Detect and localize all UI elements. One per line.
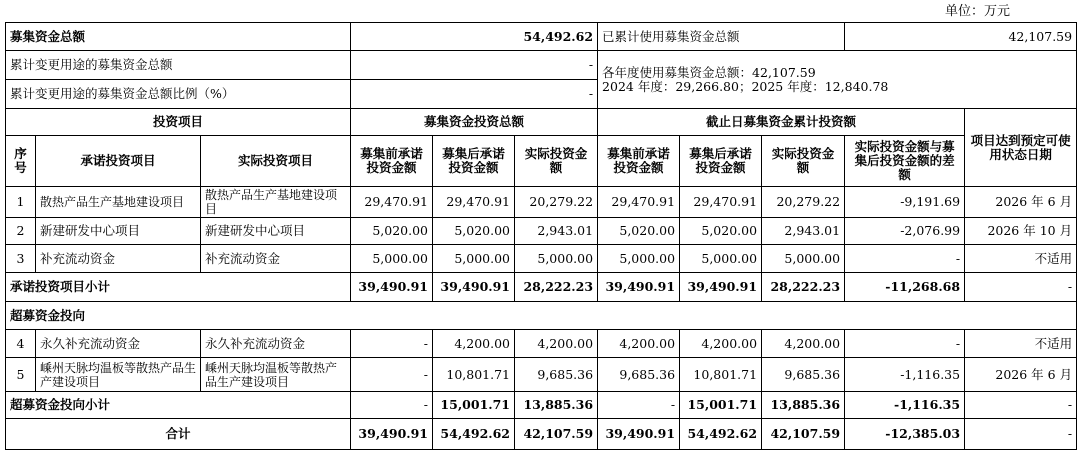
row-actual-project: 嵊州天脉均温板等散热产品生产建设项目 [201,358,351,392]
row-v5: 10,801.71 [680,358,762,392]
total-raised-value: 54,492.62 [351,23,598,51]
subtotal-v1: 39,490.91 [351,273,433,302]
over-subtotal-v2: 15,001.71 [433,392,515,419]
row-v6: 2,943.01 [762,218,845,245]
total-v4: 39,490.91 [598,419,680,450]
committed-subtotal-row [6,273,1077,302]
header-post-committed-2: 募集后承诺投资金额 [680,136,762,187]
annual-usage-line-2: 2024 年度：29,266.80；2025 年度：12,840.78 [602,78,889,94]
header-actual-project: 实际投资项目 [201,136,351,187]
cumulative-used-value: 42,107.59 [845,23,1077,51]
header-pre-committed: 募集前承诺投资金额 [351,136,433,187]
row-v5: 29,470.91 [680,187,762,218]
row-actual-project: 新建研发中心项目 [201,218,351,245]
over-subtotal-v3: 13,885.36 [515,392,598,419]
header-pre-committed-2: 募集前承诺投资金额 [598,136,680,187]
summary-row-1 [6,23,1077,51]
header-post-committed: 募集后承诺投资金额 [433,136,515,187]
total-diff: -12,385.03 [845,419,965,450]
row-v1: 29,470.91 [351,187,433,218]
table-row [6,245,1077,273]
unit-label: 单位：万元 [944,4,1010,19]
row-actual-project: 散热产品生产基地建设项目 [201,187,351,218]
total-v5: 54,492.62 [680,419,762,450]
row-v3: 5,000.00 [515,245,598,273]
header-row-1 [6,109,1077,136]
row-committed-project: 散热产品生产基地建设项目 [36,187,201,218]
row-v3: 4,200.00 [515,330,598,358]
row-v4: 4,200.00 [598,330,680,358]
table-row [6,218,1077,245]
row-v2: 29,470.91 [433,187,515,218]
row-date: 2026 年 10 月 [965,218,1077,245]
header-ready-date: 项目达到预定可使用状态日期 [965,109,1077,187]
header-investment-project: 投资项目 [6,109,351,136]
over-subtotal-diff: -1,116.35 [845,392,965,419]
subtotal-diff: -11,268.68 [845,273,965,302]
row-v2: 5,020.00 [433,218,515,245]
total-row [6,419,1077,450]
row-v2: 4,200.00 [433,330,515,358]
row-diff: -9,191.69 [845,187,965,218]
changed-ratio-value: - [351,80,598,109]
total-v6: 42,107.59 [762,419,845,450]
row-v4: 5,020.00 [598,218,680,245]
cumulative-used-label: 已累计使用募集资金总额 [598,23,845,51]
annual-usage-cell [598,51,1077,109]
row-v4: 5,000.00 [598,245,680,273]
subtotal-v5: 39,490.91 [680,273,762,302]
row-date: 2026 年 6 月 [965,358,1077,392]
over-subtotal-v6: 13,885.36 [762,392,845,419]
header-row-2 [6,136,1077,187]
row-v1: - [351,358,433,392]
total-v3: 42,107.59 [515,419,598,450]
row-v6: 4,200.00 [762,330,845,358]
header-actual-invest-2: 实际投资金额 [762,136,845,187]
table-row [6,187,1077,218]
row-v2: 5,000.00 [433,245,515,273]
subtotal-v4: 39,490.91 [598,273,680,302]
row-date: 不适用 [965,330,1077,358]
row-committed-project: 新建研发中心项目 [36,218,201,245]
over-subtotal-v1: - [351,392,433,419]
over-subtotal-row [6,392,1077,419]
changed-total-label: 累计变更用途的募集资金总额 [6,51,351,80]
row-v1: - [351,330,433,358]
row-v3: 20,279.22 [515,187,598,218]
total-raised-label: 募集资金总额 [6,23,351,51]
row-committed-project: 补充流动资金 [36,245,201,273]
fund-usage-table [5,22,1077,450]
header-seq: 序号 [6,136,36,187]
row-v1: 5,000.00 [351,245,433,273]
subtotal-v3: 28,222.23 [515,273,598,302]
over-subtotal-date: - [965,392,1077,419]
row-v1: 5,020.00 [351,218,433,245]
row-v4: 29,470.91 [598,187,680,218]
table-row [6,330,1077,358]
row-committed-project: 嵊州天脉均温板等散热产品生产建设项目 [36,358,201,392]
row-seq: 2 [6,218,36,245]
row-v5: 5,000.00 [680,245,762,273]
header-cumulative-to-date: 截止日募集资金累计投资额 [598,109,965,136]
row-v5: 5,020.00 [680,218,762,245]
over-raised-section-row [6,302,1077,330]
row-diff: -1,116.35 [845,358,965,392]
changed-total-value: - [351,51,598,80]
row-v5: 4,200.00 [680,330,762,358]
subtotal-v6: 28,222.23 [762,273,845,302]
subtotal-v2: 39,490.91 [433,273,515,302]
over-subtotal-label: 超募资金投向小计 [6,392,351,419]
header-actual-invest: 实际投资金额 [515,136,598,187]
header-committed-project: 承诺投资项目 [36,136,201,187]
row-v6: 20,279.22 [762,187,845,218]
table-row [6,358,1077,392]
row-diff: - [845,245,965,273]
subtotal-date: - [965,273,1077,302]
row-date: 不适用 [965,245,1077,273]
row-v3: 9,685.36 [515,358,598,392]
annual-usage-line-1: 各年度使用募集资金总额：42,107.59 [602,64,816,80]
header-difference: 实际投资金额与募集后投资金额的差额 [845,136,965,187]
committed-subtotal-label: 承诺投资项目小计 [6,273,351,302]
total-v1: 39,490.91 [351,419,433,450]
row-v6: 9,685.36 [762,358,845,392]
over-subtotal-v5: 15,001.71 [680,392,762,419]
row-date: 2026 年 6 月 [965,187,1077,218]
summary-row-2 [6,51,1077,80]
changed-ratio-label: 累计变更用途的募集资金总额比例（%） [6,80,351,109]
row-seq: 3 [6,245,36,273]
row-v6: 5,000.00 [762,245,845,273]
total-label: 合计 [6,419,351,450]
row-seq: 1 [6,187,36,218]
row-committed-project: 永久补充流动资金 [36,330,201,358]
row-actual-project: 补充流动资金 [201,245,351,273]
row-v4: 9,685.36 [598,358,680,392]
over-subtotal-v4: - [598,392,680,419]
row-v2: 10,801.71 [433,358,515,392]
row-diff: -2,076.99 [845,218,965,245]
header-raised-investment-total: 募集资金投资总额 [351,109,598,136]
row-seq: 4 [6,330,36,358]
total-v2: 54,492.62 [433,419,515,450]
total-date: - [965,419,1077,450]
row-seq: 5 [6,358,36,392]
row-actual-project: 永久补充流动资金 [201,330,351,358]
over-raised-label: 超募资金投向 [6,302,1077,330]
row-v3: 2,943.01 [515,218,598,245]
row-diff: - [845,330,965,358]
